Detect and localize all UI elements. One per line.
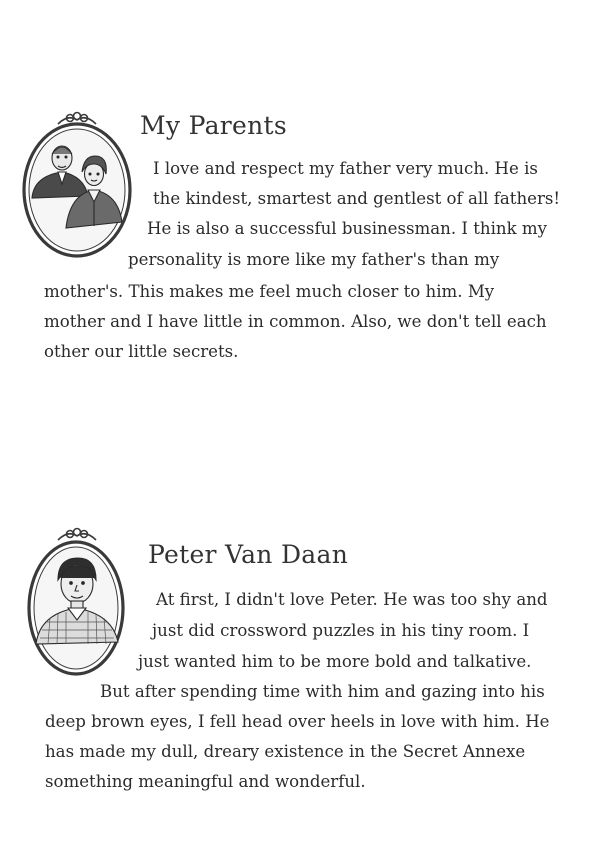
paragraph-line: He is also a successful businessman. I think my: [147, 219, 548, 238]
paragraph-line: But after spending time with him and gazing into his: [100, 682, 545, 701]
paragraph-line: I love and respect my father very much. He is: [153, 159, 538, 178]
paragraph-line: has made my dull, dreary existence in the Secret Annexe: [45, 742, 526, 761]
paragraph-line: just wanted him to be more bold and talkative.: [138, 652, 532, 671]
paragraph-line: the kindest, smartest and gentlest of all fathers!: [153, 189, 561, 208]
paragraph-line: mother's. This makes me feel much closer to him. My: [44, 282, 495, 301]
paragraph-line: At first, I didn't love Peter. He was too shy and: [156, 590, 548, 609]
section-title-peter: Peter Van Daan: [148, 540, 349, 569]
paragraph-line: just did crossword puzzles in his tiny room. I: [152, 621, 530, 640]
paragraph-line: other our little secrets.: [44, 342, 239, 361]
paragraph-line: something meaningful and wonderful.: [45, 772, 366, 791]
paragraph-line: personality is more like my father's than my: [128, 250, 500, 269]
section-title-parents: My Parents: [140, 111, 287, 140]
paragraph-line: deep brown eyes, I fell head over heels in love with him. He: [45, 712, 550, 731]
paragraph-line: mother and I have little in common. Also, we don't tell each: [44, 312, 547, 331]
